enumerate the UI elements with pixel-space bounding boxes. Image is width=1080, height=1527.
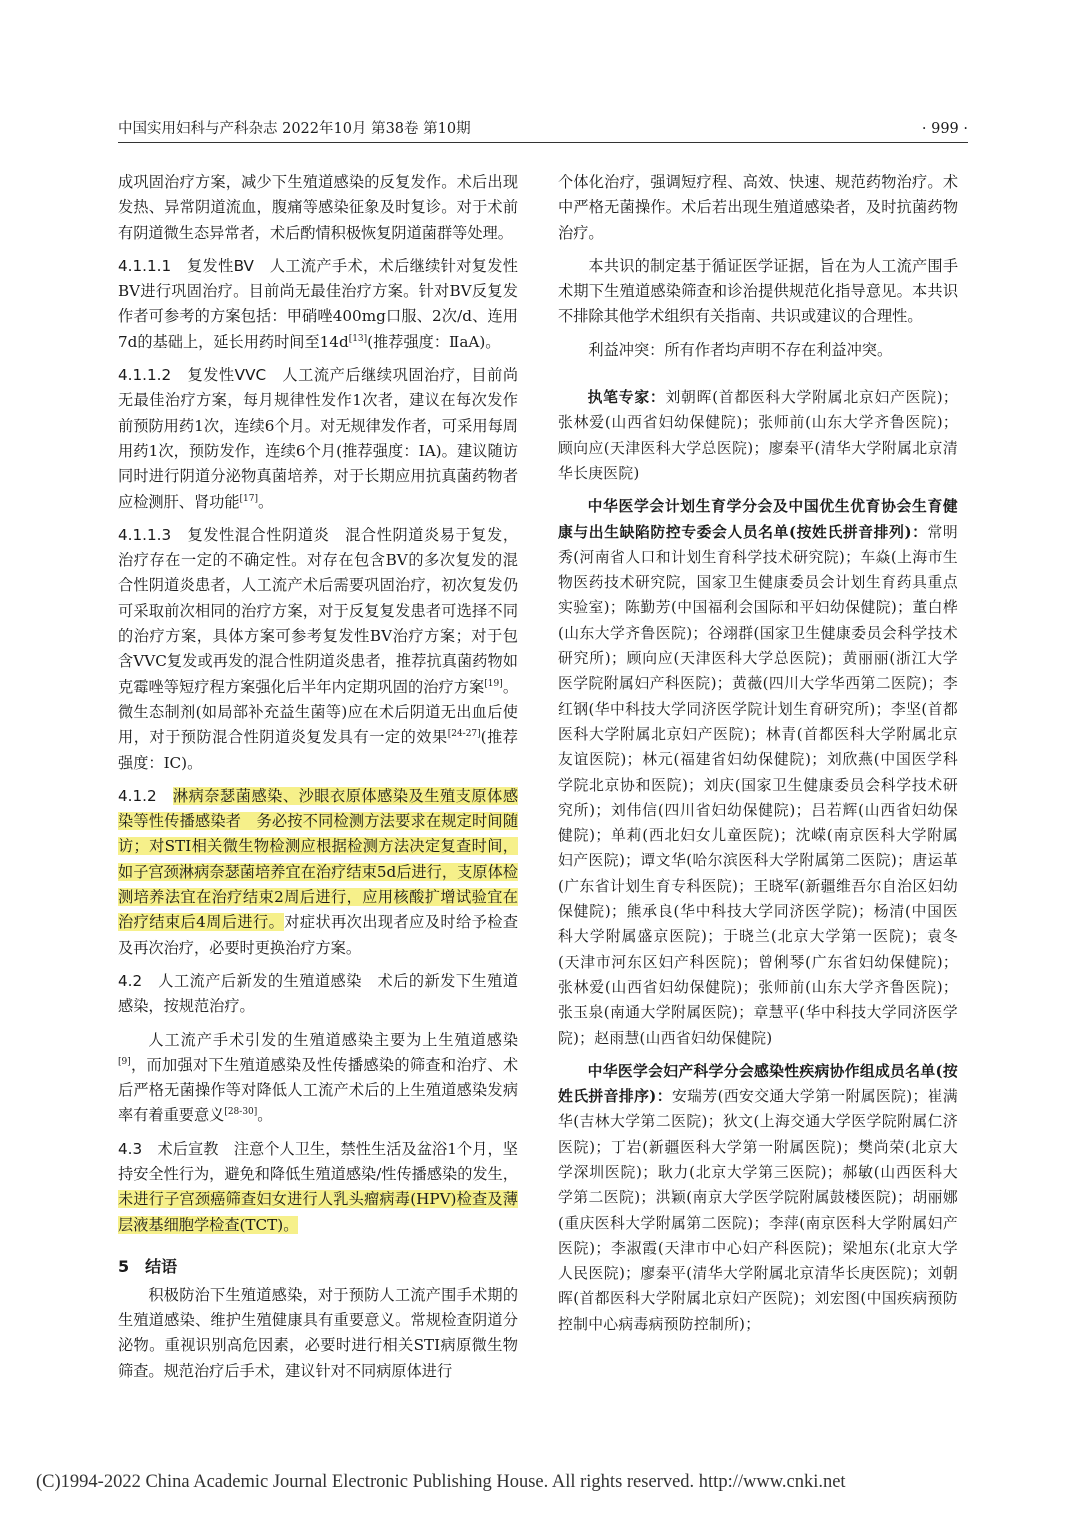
section-4-1-2	[118, 784, 518, 961]
section-text: 术后的新发下生殖道感染，按规范治疗。	[118, 971, 518, 1016]
highlighted-text: 未进行子宫颈癌筛查妇女进行人乳头瘤病毒(HPV)检查及薄层液基细胞学检查(TCT)。	[118, 1190, 518, 1234]
writing-experts	[558, 385, 958, 486]
section-label: 4.1.2	[118, 786, 173, 805]
section-text: 对症状再次出现者应及时给予检查及再次治疗，必要时更换治疗方案。	[118, 913, 519, 957]
copyright-footer: (C)1994-2022 China Academic Journal Electronic Publishing House. All rights reserved. http://www.cnki.net	[36, 1472, 846, 1492]
paragraph-upper-infection	[118, 1028, 518, 1129]
section-text: 。	[257, 1106, 273, 1125]
infectious-disease-roster	[558, 1059, 958, 1337]
section-4-1-1-2	[118, 363, 518, 515]
roster-text: 常明秀(河南省人口和计划生育科学技术研究院)；车焱(上海市生物医药技术研究院，国家卫生健康委员会计划生育药具重点实验室)；陈勤芳(中国福利会国际和平妇幼保健院)；董白桦(山东大学齐鲁医院)；谷翊群(国家卫生健康委员会科学技术研究所)；顾向应(天津医科大学总医院)；黄丽丽(浙江大学医学院附属妇产科医院)；黄薇(四川大学华西第二医院)；李红钢(华中科技大学同济医学院计划生育研究所)；李坚(首都医科大学附属北京妇产医院)；林青(首都医科大学附属北京友谊医院)；林元(福建省妇幼保健院)；刘欣燕(中国医学科学院北京协和医院)；刘庆(国家卫生健康委员会科学技术研究所)；刘伟信(四川省妇幼保健院)；吕若辉(山西省妇幼保健院)；单莉(西北妇女儿童医院)；沈嵘(南京医科大学附属妇产医院)；谭文华(哈尔滨医科大学附属第二医院)；唐运革(广东省计划生育专科医院)；王晓军(新疆维吾尔自治区妇幼保健院)；熊承良(华中科技大学同济医学院)；杨清(中国医科大学附属盛京医院)；于晓兰(北京大学第一医院)；袁冬(天津市河东区妇产科医院)；曾俐琴(广东省妇幼保健院)；张林爱(山西省妇幼保健院)；张师前(山东大学齐鲁医院)；张玉泉(南通大学附属医院)；章慧平(华中科技大学同济医学院)；赵雨慧(山西省妇幼保健院)	[558, 523, 958, 1047]
section-text: ，而加强对下生殖道感染及性传播感染的筛查和治疗、术后严格无菌操作等对降低人工流产术后的上生殖道感染发病率有着重要意义	[118, 1055, 518, 1125]
section-text: 。微生态制剂(如局部补充益生菌等)应在术后阴道无出血后使用，对于预防混合性阴道炎复发具有一定的效果	[118, 677, 519, 747]
paragraph-conflict-of-interest: 利益冲突：所有作者均声明不存在利益冲突。	[588, 340, 893, 359]
section-text: 。	[257, 492, 274, 511]
roster-label: 执笔专家：	[587, 389, 666, 407]
section-label: 4.2 人工流产后新发的生殖道感染	[118, 971, 378, 990]
roster-text: 刘朝晖(首都医科大学附属北京妇产医院)；张林爱(山西省妇幼保健院)；张师前(山东大学齐鲁医院)；顾向应(天津医科大学总医院)；廖秦平(清华大学附属北京清华长庚医院)	[558, 389, 958, 482]
section-text: 人工流产后继续巩固治疗，目前尚无最佳治疗方案，每月规律性发作1次者，建议在每次发作前预防用药1次，连续6个月。对无规律发作者，可采用每周用药1次，预防发作，连续6个月(推荐强度：ⅠA)。建议随访同时进行阴道分泌物真菌培养，对于长期应用抗真菌药物者应检测肝、肾功能	[118, 366, 519, 511]
section-5-heading: 5 结语	[118, 1256, 178, 1276]
section-text: 注意个人卫生，禁性生活及盆浴1个月，坚持安全性行为，避免和降低生殖道感染/性传播感染的发生，	[118, 1139, 518, 1183]
section-label: 4.1.1.2 复发性VVC	[118, 366, 283, 385]
family-planning-roster	[558, 494, 958, 1051]
section-label: 4.1.1.1 复发性BV	[118, 256, 270, 275]
roster-title: 中华医学会计划生育学分会及中国优生优育协会生育健康与出生缺陷防控专委会人员名单(按姓氏拼音排列)：	[558, 498, 958, 541]
paragraph-continuation: 成巩固治疗方案，减少下生殖道感染的反复发作。术后出现发热、异常阴道流血，腹痛等感染征象及时复诊。对于术前有阴道微生态异常者，术后酌情积极恢复阴道菌群等处理。	[118, 173, 518, 242]
paragraph-conclusion: 积极防治下生殖道感染，对于预防人工流产围手术期的生殖道感染、维护生殖健康具有重要意义。常规检查阴道分泌物。重视识别高危因素，必要时进行相关STI病原微生物筛查。规范治疗后手术，建议针对不同病原体进行	[118, 1285, 518, 1380]
section-4-2	[118, 969, 518, 1020]
citation: [28-30]	[224, 1107, 258, 1118]
paragraph-consensus-basis: 本共识的制定基于循证医学证据，旨在为人工流产围手术期下生殖道感染筛查和诊治提供规范化指导意见。本共识不排除其他学术组织有关指南、共识或建议的合理性。	[558, 256, 958, 326]
citation: [17]	[239, 493, 258, 504]
section-4-1-1-3	[118, 523, 518, 776]
section-text: (推荐强度：ⅡaA)。	[367, 332, 501, 351]
journal-title: 中国实用妇科与产科杂志 2022年10月 第38卷 第10期	[118, 121, 471, 137]
roster-text: 安瑞芳(西安交通大学第一附属医院)；崔满华(吉林大学第二医院)；狄文(上海交通大学医学院附属仁济医院)；丁岩(新疆医科大学第一附属医院)；樊尚荣(北京大学深圳医院)；耿力(北京大学第三医院)；郝敏(山西医科大学第二医院)；洪颖(南京大学医学院附属鼓楼医院)；胡丽娜(重庆医科大学附属第二医院)；李萍(南京医科大学附属妇产医院)；李淑霞(天津市中心妇产科医院)；梁旭东(北京大学人民医院)；廖秦平(清华大学附属北京清华长庚医院)；刘朝晖(首都医科大学附属北京妇产医院)；刘宏图(中国疾病预防控制中心病毒病预防控制所)；	[558, 1088, 958, 1333]
paragraph-continuation: 个体化治疗，强调短疗程、高效、快速、规范药物治疗。术中严格无菌操作。术后若出现生殖道感染者，及时抗菌药物治疗。	[558, 173, 958, 242]
section-4-1-1-1	[118, 254, 518, 355]
page-header	[118, 118, 968, 143]
section-4-3	[118, 1137, 518, 1238]
roster-title: 中华医学会妇产科学分会感染性疾病协作组成员名单(按姓氏拼音排序)：	[558, 1062, 958, 1106]
section-text: 混合性阴道炎易于复发，治疗存在一定的不确定性。对存在包含BV的多次复发的混合性阴道炎患者，人工流产术后需要巩固治疗，初次复发仍可采取前次相同的治疗方案，对于反复复发患者可选择不同的治疗方案，具体方案可参考复发性BV治疗方案；对于包含VVC复发或再发的混合性阴道炎患者，推荐抗真菌药物如克霉唑等短疗程方案强化后半年内定期巩固的治疗方案	[118, 525, 519, 696]
section-text: (推荐强度：ⅠC)。	[118, 728, 518, 772]
right-column	[558, 170, 958, 1337]
citation: [13]	[348, 333, 368, 344]
left-column	[118, 170, 518, 1384]
section-label: 4.1.1.3 复发性混合性阴道炎	[118, 525, 346, 544]
page-number: · 999 ·	[921, 121, 968, 137]
citation: [24-27]	[447, 729, 481, 740]
section-text: 人工流产手术引发的生殖道感染主要为上生殖道感染	[148, 1030, 518, 1049]
highlighted-text: 淋病奈瑟菌感染、沙眼衣原体感染及生殖支原体感染等性传播感染者 务必按不同检测方法要求在规定时间随访；对STI相关微生物检测应根据检测方法决定复查时间，如子宫颈淋病奈瑟菌培养宜在治疗结束5d后进行，支原体检测培养法宜在治疗结束2周后进行，应用核酸扩增试验宜在治疗结束后4周后进行。	[118, 786, 519, 932]
citation: [19]	[484, 678, 503, 689]
citation: [9]	[118, 1056, 131, 1067]
section-text: 人工流产手术，术后继续针对复发性BV进行巩固治疗。目前尚无最佳治疗方案。针对BV反复发作者可参考的方案包括：甲硝唑400mg口服、2次/d、连用7d的基础上，延长用药时间至14d	[118, 256, 518, 351]
section-label: 4.3 术后宣教	[118, 1139, 234, 1158]
